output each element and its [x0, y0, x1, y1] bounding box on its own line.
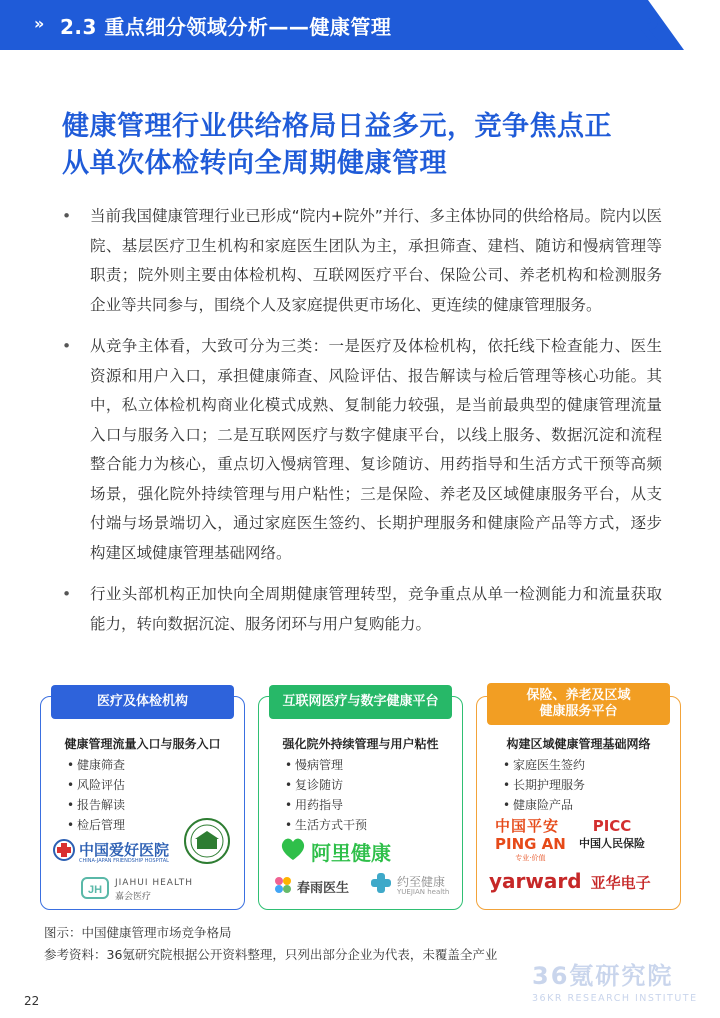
card-internet-medical — [258, 696, 463, 910]
pingan-slogan: 专业·价值 — [515, 854, 546, 862]
figure-title: 图示：中国健康管理市场竞争格局 — [44, 925, 232, 940]
yuejian-cross-icon — [369, 871, 393, 895]
card-subtitle: 强化院外持续管理与用户粘性 — [282, 737, 439, 751]
picc-text: PICC — [592, 817, 632, 835]
card-tag: 医疗及体检机构 — [51, 685, 234, 719]
jiahui-logo-en: JIAHUI HEALTH — [115, 878, 193, 888]
bullet-text: 行业头部机构正加快向全周期健康管理转型，竞争重点从单一检测能力和流量获取能力，转向数据沉淀、服务闭环与用户复购能力。 — [90, 585, 662, 633]
pingan-cn: 中国平安 — [495, 817, 560, 835]
competitor-cards — [40, 684, 680, 910]
list-item: • 家庭医生签约 — [503, 755, 585, 775]
yuejian-text-en: YUEJIAN health — [397, 888, 450, 896]
figure-caption — [44, 922, 497, 966]
bullet-dot-icon: • — [62, 585, 72, 603]
list-item: • 慢病管理 — [285, 755, 367, 775]
chunyu-text: 春雨医生 — [297, 881, 350, 896]
card-subtitle: 健康管理流量入口与服务入口 — [64, 737, 221, 751]
aihao-logo-cn: 中国爱好医院 — [79, 841, 170, 859]
list-item: • 健康险产品 — [503, 795, 585, 815]
card-tag: 互联网医疗与数字健康平台 — [269, 685, 452, 719]
watermark-sub: 36KR RESEARCH INSTITUTE — [532, 993, 698, 1004]
yarward-cn: 亚华电子 — [590, 874, 651, 892]
section-title: 2.3 重点细分领域分析——健康管理 — [60, 15, 392, 39]
watermark-main: 36氪研究院 — [532, 962, 674, 990]
figure-source: 参考资料：36氪研究院根据公开资料整理，只列出部分企业为代表，未覆盖全产业 — [44, 947, 498, 962]
ali-health-text: 阿里健康 — [311, 841, 391, 865]
hospital-seal-icon — [183, 817, 231, 865]
bullet-dot-icon: • — [62, 337, 72, 355]
picc-logo — [579, 817, 645, 851]
card-medical-institutions — [40, 696, 245, 910]
bullet-item — [62, 202, 662, 320]
list-item: • 用药指导 — [285, 795, 367, 815]
list-item: • 风险评估 — [67, 775, 125, 795]
list-item: • 复诊随访 — [285, 775, 367, 795]
watermark — [532, 956, 698, 1004]
bullet-text: 从竞争主体看，大致可分为三类：一是医疗及体检机构，依托线下检查能力、医生资源和用户入口，承担健康筛查、风险评估、报告解读与检后管理等核心功能。其中，私立体检机构商业化模式成熟、复制能力较强，是当前最典型的健康管理流量入口与服务入口；二是互联网医疗与数字健康平台，以线上服务、数据沉淀和流程整合能力为核心，重点切入慢病管理、复诊随访、用药指导和生活方式干预等高频场景，强化院外持续管理与用户粘性；三是保险、养老及区域健康服务平台，从支付端与场景端切入，通过家庭医生签约、长期护理服务和健康险产品等方式，逐步构建区域健康管理基础网络。 — [90, 337, 662, 562]
aihao-logo-en: CHINA-JAPAN FRIENDSHIP HOSPITAL — [79, 858, 169, 864]
card-tag — [487, 683, 670, 725]
card-insurance-platforms — [476, 688, 681, 910]
list-item: • 检后管理 — [67, 815, 125, 835]
page-title — [62, 108, 682, 182]
bullet-text: 当前我国健康管理行业已形成“院内+院外”并行、多主体协同的供给格局。院内以医院、基层医疗卫生机构和家庭医生团队为主，承担筛查、建档、随访和慢病管理等职责；院外则主要由体检机构、互联网医疗平台、保险公司、养老机构和检测服务企业等共同参与，围绕个人及家庭提供更市场化、更连续的健康管理服务。 — [90, 207, 662, 314]
double-chevron-icon: » — [34, 14, 45, 33]
page-title-line-1: 健康管理行业供给格局日益多元，竞争焦点正 — [62, 111, 612, 142]
chunyu-flower-icon — [273, 875, 293, 895]
bullet-item — [62, 580, 662, 639]
jiahui-emblem-icon — [81, 877, 109, 899]
card-item-list — [67, 755, 125, 835]
hospital-emblem-icon — [53, 839, 75, 861]
card-item-list — [503, 755, 585, 815]
jiahui-logo-cn: 嘉会医疗 — [115, 892, 152, 902]
svg-text:JH: JH — [87, 884, 103, 896]
pingan-en: PING AN — [495, 835, 566, 853]
36kr-logo-icon — [626, 8, 662, 44]
list-item: • 报告解读 — [67, 795, 125, 815]
ali-health-heart-icon — [279, 835, 307, 863]
page-number: 22 — [24, 994, 40, 1008]
yarward-logo — [489, 869, 651, 893]
list-item: • 健康筛查 — [67, 755, 125, 775]
page-title-line-2: 从单次体检转向全周期健康管理 — [62, 148, 447, 179]
card-tag-line-1: 保险、养老及区域 — [526, 688, 631, 703]
yarward-text: yarward — [489, 869, 582, 893]
bullet-item — [62, 332, 662, 568]
card-item-list — [285, 755, 367, 835]
yuejian-text: 约至健康 — [397, 875, 446, 889]
list-item: • 长期护理服务 — [503, 775, 585, 795]
section-header-bar — [0, 0, 720, 50]
bullet-list — [62, 202, 662, 651]
card-subtitle: 构建区域健康管理基础网络 — [506, 737, 651, 751]
card-tag-line-2: 健康服务平台 — [539, 704, 618, 719]
bullet-dot-icon: • — [62, 207, 72, 225]
pingan-logo — [495, 815, 566, 863]
list-item: • 生活方式干预 — [285, 815, 367, 835]
picc-cn: 中国人民保险 — [579, 837, 645, 850]
